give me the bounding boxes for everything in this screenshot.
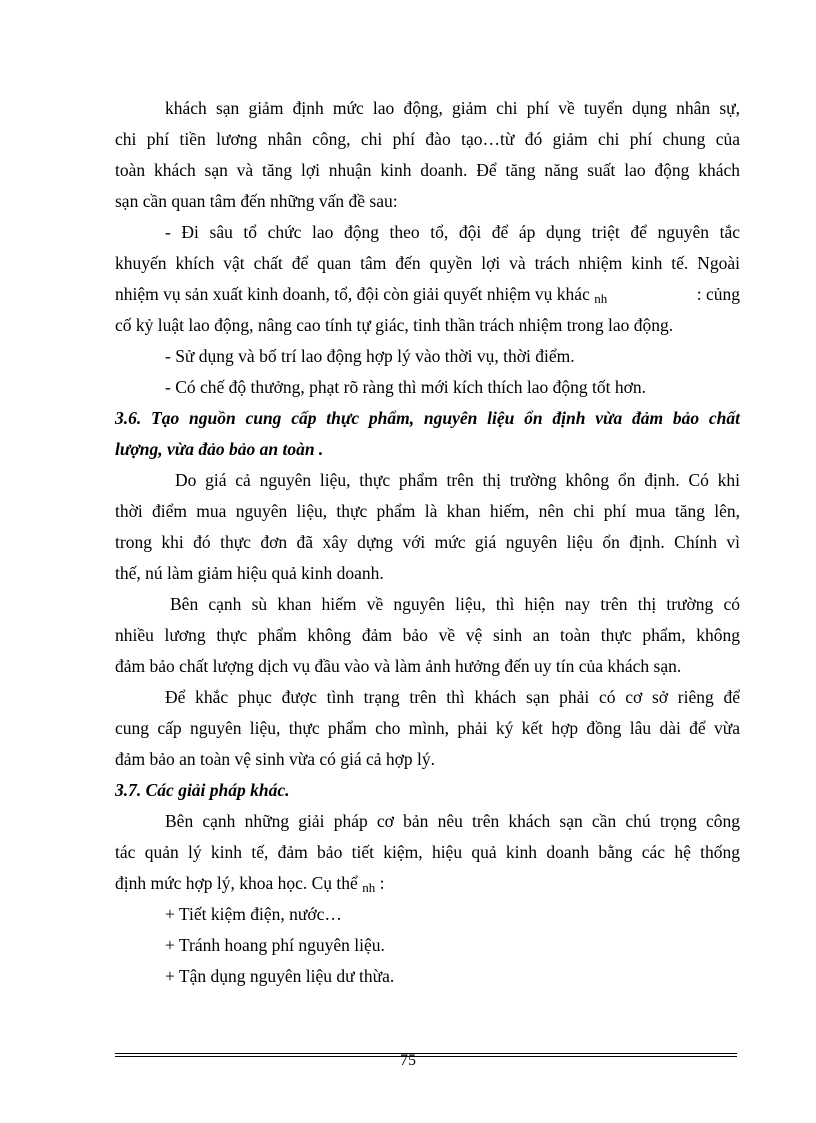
text-fragment: nhiệm vụ sản xuất kinh doanh, tổ, đội còn giải quyết nhiệm vụ khác [115, 284, 590, 304]
list-item: + Tránh hoang phí nguyên liệu. [165, 935, 385, 955]
small-text: nh [594, 291, 608, 306]
section-heading: lượng, vừa đảo bảo an toàn . [115, 439, 324, 459]
text-line: Để khắc phục được tình trạng trên thì khách sạn phải có cơ sở riêng để [165, 687, 740, 707]
text-line: toàn khách sạn và tăng lợi nhuận kinh doanh. Để tăng năng suất lao động khách [115, 160, 740, 180]
list-item: + Tiết kiệm điện, nước… [165, 904, 342, 924]
text-line: trong khi đó thực đơn đã xây dựng với mức giá nguyên liệu ổn định. Chính vì [115, 532, 740, 552]
text-line: thế, nú làm giảm hiệu quả kinh doanh. [115, 563, 384, 583]
text-line [115, 279, 740, 310]
text-line: Bên cạnh những giải pháp cơ bản nêu trên khách sạn cần chú trọng công [165, 811, 740, 831]
section-heading: 3.7. Các giải pháp khác. [115, 780, 290, 800]
body-text [115, 93, 740, 992]
text-line: thời điểm mua nguyên liệu, thực phẩm là khan hiếm, nên chi phí mua tăng lên, [115, 501, 740, 521]
section-heading: 3.6. Tạo nguồn cung cấp thực phẩm, nguyên liệu ổn định vừa đảm bảo chất [115, 408, 740, 428]
text-line: đảm bảo chất lượng dịch vụ đầu vào và làm ảnh hưởng đến uy tín của khách sạn. [115, 656, 682, 676]
text-fragment [115, 279, 607, 310]
list-item: + Tận dụng nguyên liệu dư thừa. [165, 966, 395, 986]
text-line: đảm bảo an toàn vệ sinh vừa có giá cả hợp lý. [115, 749, 436, 769]
text-fragment: định mức hợp lý, khoa học. Cụ thể [115, 873, 358, 893]
text-line: - Có chế độ thưởng, phạt rõ ràng thì mới kích thích lao động tốt hơn. [165, 377, 646, 397]
small-text: nh [362, 880, 376, 895]
text-line: tác quản lý kinh tế, đảm bảo tiết kiệm, hiệu quả kinh doanh bằng các hệ thống [115, 842, 740, 862]
text-line: khách sạn giảm định mức lao động, giảm chi phí về tuyển dụng nhân sự, [165, 98, 740, 118]
text-line: sạn cần quan tâm đến những vấn đề sau: [115, 191, 398, 211]
text-line [115, 868, 740, 899]
text-fragment: : củng [696, 284, 740, 304]
page-number: 75 [400, 1052, 416, 1069]
text-line: cố kỷ luật lao động, nâng cao tính tự giác, tinh thần trách nhiệm trong lao động. [115, 315, 674, 335]
text-fragment: : [379, 873, 385, 893]
text-line: Do giá cả nguyên liệu, thực phẩm trên thị trường không ổn định. Có khi [175, 470, 740, 490]
text-line: chi phí tiền lương nhân công, chi phí đào tạo…từ đó giảm chi phí chung của [115, 129, 740, 149]
text-line: khuyến khích vật chất để quan tâm đến quyền lợi và trách nhiệm kinh tế. Ngoài [115, 253, 740, 273]
text-line: - Đi sâu tổ chức lao động theo tổ, đội để áp dụng triệt để nguyên tắc [165, 222, 740, 242]
text-line: Bên cạnh sù khan hiếm về nguyên liệu, thì hiện nay trên thị trường có [170, 594, 740, 614]
text-line: - Sử dụng và bố trí lao động hợp lý vào thời vụ, thời điểm. [165, 346, 575, 366]
text-line: nhiều lương thực phẩm không đảm bảo về vệ sinh an toàn thực phẩm, không [115, 625, 740, 645]
text-line: cung cấp nguyên liệu, thực phẩm cho mình, phải ký kết hợp đồng lâu dài để vừa [115, 718, 740, 738]
